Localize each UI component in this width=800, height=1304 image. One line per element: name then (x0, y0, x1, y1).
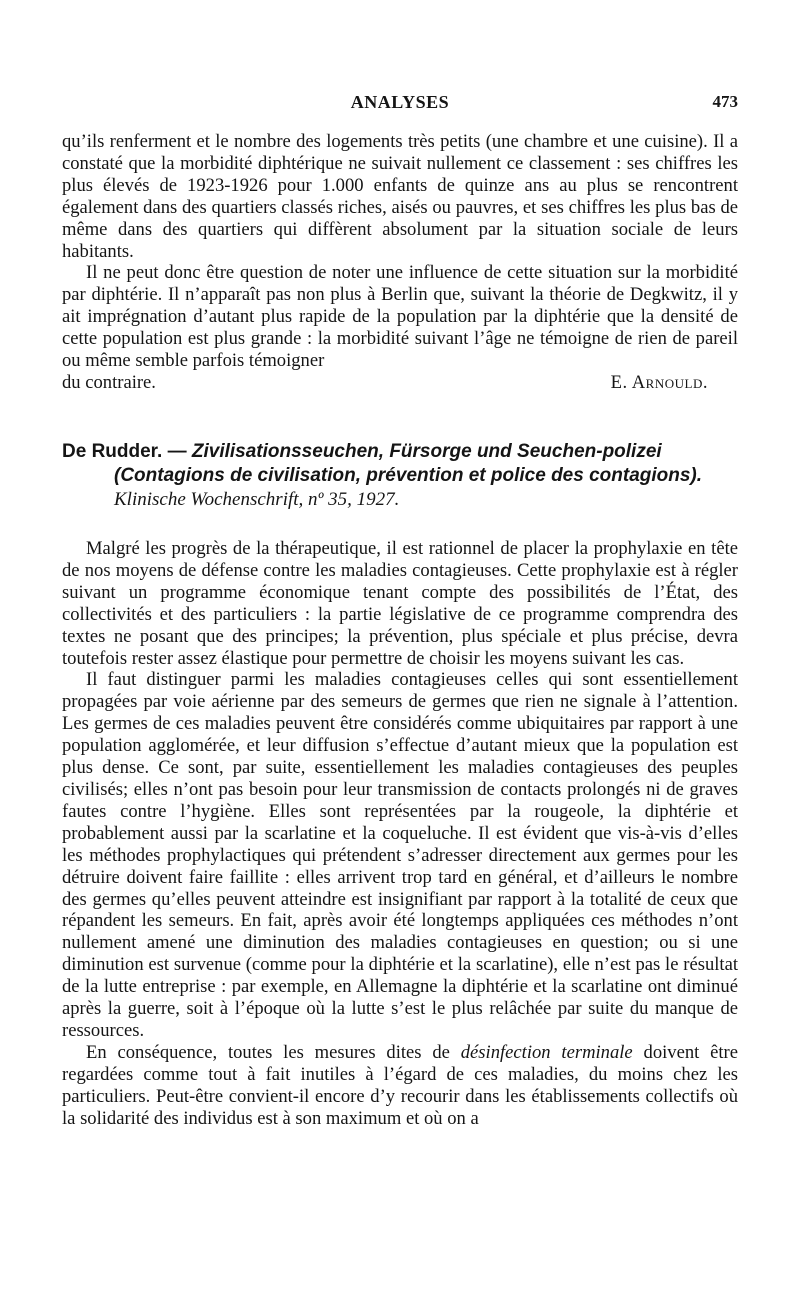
journal-citation: Klinische Wochenschrift, nº 35, 1927. (114, 489, 400, 510)
paragraph (62, 1042, 738, 1130)
heading-line-1 (62, 440, 738, 464)
heading-line-3 (62, 488, 738, 512)
paragraph-text: doivent être regardées comme tout à fait inutiles à l’égard de ces maladies, du moins chez les particuliers. Peut-être convient-il encore d’y recourir dans les établissements collectifs où la solidarité des individus est à son maximum et où on a (62, 1041, 738, 1129)
paragraph: Il faut distinguer parmi les maladies contagieuses celles qui sont essentiellement propagées par voie aérienne par des semeurs de germes que rien ne signale à l’attention. Les germes de ces maladies peuvent être considérés comme ubiquitaires par rapport à une population agglomérée, et leur diffusion s’effectue d’autant mieux que la population est plus dense. Ce sont, par suite, essentiellement les maladies contagieuses des peuples civilisés; elles n’ont pas besoin pour leur transmission de contacts prolongés ni de graves fautes contre l’hygiène. Elles sont représentées par la rougeole, la diphtérie et probablement aussi par la scarlatine et la coqueluche. Il est évident que vis-à-vis d’elles les méthodes prophylactiques qui prétendent s’adresser directement aux germes pour les détruire doivent faire faillite : elles arrivent trop tard en général, et d’ailleurs le nombre des germes qu’elles peuvent atteindre est insignifiant par rapport à la totalité de ceux que répandent les semeurs. En fait, après avoir été longtemps appliquées ces méthodes n’ont nullement amené une diminution des maladies contagieuses en question; ou si une diminution est survenue (comme pour la diphtérie et la scarlatine), elle n’est pas le résultat de la lutte entreprise : par exemple, en Allemagne la diphtérie et la scarlatine ont diminué après la guerre, soit à l’époque où la lutte s’est le plus relâchée par suite du manque de ressources. (62, 669, 738, 1041)
second-article-body (62, 538, 738, 1129)
german-title: Zivilisationsseuchen, Fürsorge und Seuchen-polizei (191, 441, 662, 462)
article-author: De Rudder. (62, 441, 163, 462)
paragraph: Malgré les progrès de la thérapeutique, il est rationnel de placer la prophylaxie en tête de nos moyens de défense contre les maladies contagieuses. Cette prophylaxie est à régler suivant un programme économique tenant compte des possibilités de l’État, des collectivités et des particuliers : la partie législative de ce programme comprendra des textes ne posant que des principes; la prévention, plus spéciale et plus précise, devra toutefois rester assez élastique pour permettre de choisir les moyens suivant les cas. (62, 538, 738, 669)
paragraph: Il ne peut donc être question de noter une influence de cette situation sur la morbidité par diphtérie. Il n’apparaît pas non plus à Berlin que, suivant la théorie de Degkwitz, il y ait imprégnation d’autant plus rapide de la population par la diphtérie que la densité de cette population est plus grande : la morbidité suivant l’âge ne témoigne de rien de pareil ou même semble parfois témoigner (62, 262, 738, 372)
heading-dash: — (162, 441, 192, 462)
article-heading (62, 440, 738, 512)
page-number: 473 (712, 92, 738, 111)
paragraph: qu’ils renferment et le nombre des logements très petits (une chambre et une cuisine). Il a constaté que la morbidité diphtérique ne suivait nullement ce classement : ses chiffres les plus élevés de 1923-1926 pour 1.000 enfants de quinze ans au plus se rencontrent également dans des quartiers classés riches, aisés ou pauvres, et ses chiffres les plus bas de même dans des quartiers qui diffèrent absolument par la situation sociale de leurs habitants. (62, 131, 738, 262)
paragraph-text: En conséquence, toutes les mesures dites de (86, 1041, 461, 1063)
author-signature: E. Arnould. (610, 371, 708, 393)
heading-line-2 (62, 464, 738, 488)
running-title: ANALYSES (350, 92, 450, 112)
closing-text: du contraire. (62, 371, 156, 393)
running-header (62, 92, 738, 116)
closing-line (62, 372, 738, 394)
italic-term: désinfection terminale (460, 1041, 633, 1063)
french-title: (Contagions de civilisation, prévention et police des contagions). (114, 465, 703, 486)
first-article-continuation (62, 131, 738, 394)
